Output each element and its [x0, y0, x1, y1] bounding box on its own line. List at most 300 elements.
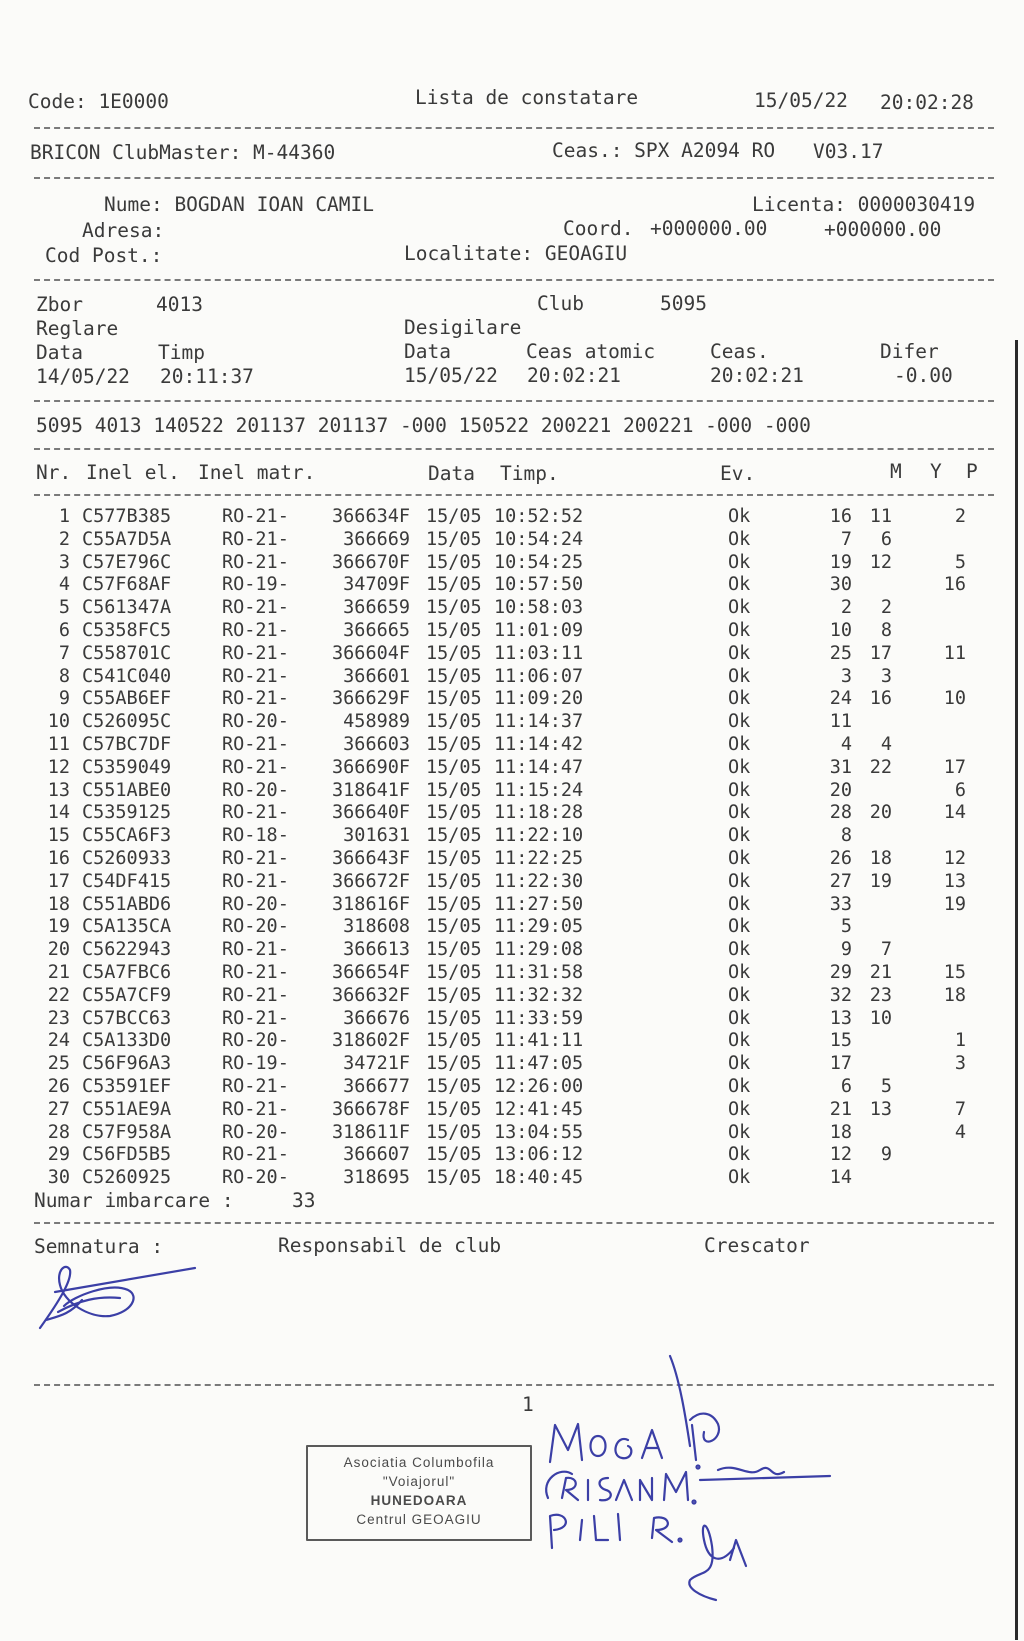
row-ring-prefix: RO-20- [222, 1030, 289, 1052]
clubmaster-label: BRICON ClubMaster: M-44360 [30, 141, 336, 164]
col-nr: Nr. [36, 461, 72, 484]
row-ev: Ok [728, 916, 751, 938]
row-ring-matr: 366670F [332, 551, 410, 573]
row-time: 11:14:42 [494, 734, 584, 755]
row-date: 15/05 [426, 642, 482, 664]
row-y: 6 [880, 528, 892, 550]
row-time: 11:22:30 [494, 870, 584, 892]
row-nr: 1 [58, 506, 70, 527]
row-ring-el: C551AE9A [82, 1098, 172, 1120]
row-ring-matr: 366665 [343, 620, 410, 641]
row-date: 15/05 [426, 597, 482, 619]
row-ring-matr: 458989 [343, 711, 410, 733]
row-m: 9 [840, 939, 852, 961]
timp-label: Timp [158, 341, 205, 364]
row-ring-prefix: RO-20- [222, 893, 289, 915]
row-date: 15/05 [426, 962, 482, 983]
row-p: 1 [954, 1030, 966, 1052]
club-signature-mark [40, 1267, 195, 1328]
row-time: 11:01:09 [494, 620, 584, 641]
ceas-atomic-label: Ceas atomic [526, 340, 656, 363]
row-m: 5 [840, 916, 852, 938]
row-ev: Ok [728, 779, 751, 801]
row-ev: Ok [728, 1076, 751, 1097]
owner-address: Adresa: [82, 219, 165, 242]
row-time: 12:41:45 [494, 1098, 584, 1120]
reglare-label: Reglare [36, 317, 119, 340]
row-date: 15/05 [426, 870, 482, 892]
data-label: Data [36, 341, 83, 364]
row-ev: Ok [728, 665, 751, 687]
row-m: 32 [829, 984, 852, 1006]
print-time: 20:02:28 [880, 91, 974, 114]
row-nr: 22 [47, 984, 70, 1006]
row-ring-prefix: RO-21- [222, 870, 289, 892]
row-m: 26 [829, 848, 852, 869]
row-m: 28 [829, 802, 852, 824]
row-y: 16 [869, 688, 892, 710]
row-ev: Ok [728, 642, 751, 664]
clock-time: 20:02:21 [710, 364, 804, 387]
row-time: 10:58:03 [494, 597, 584, 619]
row-ring-prefix: RO-20- [222, 1121, 289, 1143]
row-ring-el: C55CA6F3 [82, 825, 172, 847]
row-p: 2 [954, 506, 966, 527]
row-ring-prefix: RO-21- [222, 597, 289, 619]
crescator-label: Crescator [704, 1234, 810, 1257]
numar-imbarcare-value: 33 [292, 1189, 316, 1212]
stamp-line-2: "Voiajorul" [382, 1474, 456, 1489]
row-m: 33 [829, 893, 852, 915]
row-date: 15/05 [426, 711, 482, 733]
row-ring-prefix: RO-21- [222, 802, 289, 824]
row-time: 11:22:25 [494, 848, 584, 869]
page-number: 1 [522, 1393, 534, 1416]
row-nr: 4 [58, 574, 70, 596]
row-time: 11:27:50 [494, 893, 584, 915]
row-nr: 30 [47, 1167, 70, 1189]
difer-label: Difer [880, 340, 939, 363]
row-ring-matr: 366604F [332, 642, 410, 664]
row-ring-matr: 366672F [332, 870, 410, 892]
row-date: 15/05 [426, 1144, 482, 1166]
handwritten-name-2 [546, 1472, 695, 1504]
row-p: 13 [943, 870, 966, 892]
row-date: 15/05 [426, 574, 482, 596]
row-m: 25 [829, 642, 852, 664]
row-ring-el: C56FD5B5 [82, 1144, 172, 1166]
row-nr: 12 [47, 756, 70, 778]
row-date: 15/05 [426, 825, 482, 847]
row-date: 15/05 [426, 1121, 482, 1143]
row-y: 13 [869, 1098, 892, 1120]
club-value: 5095 [660, 292, 707, 315]
row-ev: Ok [728, 597, 751, 619]
row-ring-prefix: RO-20- [222, 916, 289, 938]
row-ring-matr: 318641F [332, 779, 410, 801]
row-m: 27 [829, 870, 852, 892]
row-ring-el: C5260933 [82, 848, 172, 869]
row-ring-el: C577B385 [82, 506, 172, 527]
row-date: 15/05 [426, 1098, 482, 1120]
row-ring-matr: 366603 [343, 734, 410, 755]
document-code: Code: 1E0000 [28, 90, 169, 113]
row-ring-matr: 366654F [332, 962, 410, 983]
stamp-line-1: Asociatia Columbofila [343, 1455, 495, 1470]
row-ring-matr: 366659 [343, 597, 410, 619]
row-nr: 16 [47, 848, 70, 869]
col-p: P [966, 460, 978, 483]
row-m: 7 [840, 528, 852, 550]
row-time: 11:14:47 [494, 756, 584, 778]
zbor-label: Zbor [36, 293, 83, 316]
row-ring-matr: 34709F [343, 574, 410, 596]
row-ring-prefix: RO-21- [222, 734, 289, 755]
responsabil-label: Responsabil de club [278, 1234, 502, 1257]
owner-postal: Cod Post.: [45, 244, 163, 267]
col-ev: Ev. [720, 462, 756, 485]
row-nr: 14 [47, 802, 70, 824]
row-y: 10 [869, 1007, 892, 1029]
row-ring-prefix: RO-21- [222, 984, 289, 1006]
row-ring-matr: 366640F [332, 802, 410, 824]
row-m: 17 [829, 1053, 852, 1075]
row-ring-matr: 366632F [332, 984, 410, 1006]
row-date: 15/05 [426, 1167, 482, 1189]
row-ring-el: C55AB6EF [82, 688, 172, 710]
row-time: 11:29:05 [494, 916, 584, 938]
row-ring-el: C561347A [82, 597, 172, 619]
row-date: 15/05 [426, 665, 482, 687]
row-ring-prefix: RO-21- [222, 506, 289, 527]
row-ring-matr: 366669 [343, 528, 410, 550]
row-ev: Ok [728, 1030, 751, 1052]
semnatura-label: Semnatura : [34, 1235, 164, 1258]
col-data: Data [428, 462, 475, 485]
row-ev: Ok [728, 688, 751, 710]
row-time: 11:29:08 [494, 939, 584, 961]
ceas-label: Ceas. [710, 340, 769, 363]
row-time: 10:57:50 [494, 574, 584, 596]
row-ev: Ok [728, 825, 751, 847]
row-ev: Ok [728, 1167, 751, 1189]
row-p: 10 [943, 688, 966, 710]
row-ev: Ok [728, 574, 751, 596]
row-p: 4 [954, 1121, 966, 1143]
row-ring-prefix: RO-21- [222, 1007, 289, 1029]
row-ring-el: C53591EF [82, 1076, 172, 1097]
row-time: 11:15:24 [494, 779, 584, 801]
row-time: 18:40:45 [494, 1167, 584, 1189]
stamp-line-4: Centrul GEOAGIU [356, 1512, 482, 1527]
row-y: 8 [880, 620, 892, 641]
col-m: M [890, 460, 902, 483]
row-time: 11:31:58 [494, 962, 584, 983]
document-title: Lista de constatare [415, 86, 639, 109]
row-ring-el: C5A7FBC6 [82, 962, 172, 983]
row-time: 11:47:05 [494, 1053, 584, 1075]
row-ev: Ok [728, 870, 751, 892]
row-nr: 3 [58, 551, 70, 573]
row-ring-el: C56F96A3 [82, 1053, 172, 1075]
row-date: 15/05 [426, 1030, 482, 1052]
row-p: 12 [943, 848, 966, 869]
row-y: 4 [880, 734, 892, 755]
row-time: 11:18:28 [494, 802, 584, 824]
row-ring-el: C5359125 [82, 802, 172, 824]
print-date: 15/05/22 [754, 89, 848, 112]
row-y: 23 [869, 984, 892, 1006]
row-y: 7 [880, 939, 892, 961]
row-date: 15/05 [426, 779, 482, 801]
row-nr: 11 [47, 734, 70, 755]
row-ev: Ok [728, 984, 751, 1006]
row-p: 19 [943, 893, 966, 915]
row-p: 6 [954, 779, 966, 801]
row-ring-prefix: RO-21- [222, 962, 289, 983]
row-m: 31 [829, 756, 852, 778]
row-ev: Ok [728, 962, 751, 983]
row-date: 15/05 [426, 916, 482, 938]
row-ring-matr: 366607 [343, 1144, 410, 1166]
row-ring-matr: 318608 [343, 916, 410, 938]
row-date: 15/05 [426, 551, 482, 573]
desigilare-label: Desigilare [404, 316, 522, 339]
row-ring-prefix: RO-21- [222, 528, 289, 550]
row-date: 15/05 [426, 1076, 482, 1097]
row-ring-matr: 318695 [343, 1167, 410, 1189]
row-time: 11:32:32 [494, 984, 584, 1006]
row-p: 14 [943, 802, 966, 824]
row-date: 15/05 [426, 506, 482, 527]
row-ring-el: C558701C [82, 642, 172, 664]
row-nr: 17 [47, 870, 70, 892]
row-date: 15/05 [426, 734, 482, 755]
row-m: 8 [840, 825, 852, 847]
row-ev: Ok [728, 1053, 751, 1075]
row-nr: 8 [58, 665, 70, 687]
row-p: 7 [954, 1098, 966, 1120]
row-time: 13:04:55 [494, 1121, 584, 1143]
row-date: 15/05 [426, 756, 482, 778]
row-date: 15/05 [426, 984, 482, 1006]
row-m: 6 [840, 1076, 852, 1097]
row-ring-prefix: RO-21- [222, 620, 289, 641]
row-time: 11:09:20 [494, 688, 584, 710]
row-ring-prefix: RO-20- [222, 779, 289, 801]
reg-date: 14/05/22 [36, 365, 130, 388]
row-y: 9 [880, 1144, 892, 1166]
row-nr: 18 [47, 893, 70, 915]
coord-lat: +000000.00 [650, 217, 768, 240]
row-date: 15/05 [426, 688, 482, 710]
row-ring-el: C54DF415 [82, 870, 172, 892]
row-ring-el: C5358FC5 [82, 620, 172, 641]
row-ev: Ok [728, 848, 751, 869]
row-p: 16 [943, 574, 966, 596]
row-ring-el: C541C040 [82, 665, 172, 687]
row-ring-matr: 366634F [332, 506, 410, 527]
row-ring-prefix: RO-21- [222, 939, 289, 961]
col-timp: Timp. [500, 462, 559, 485]
row-time: 10:54:25 [494, 551, 584, 573]
row-ev: Ok [728, 1007, 751, 1029]
data2-label: Data [404, 340, 451, 363]
row-time: 10:52:52 [494, 506, 584, 527]
row-ring-matr: 366678F [332, 1098, 410, 1120]
row-m: 15 [829, 1030, 852, 1052]
row-p: 18 [943, 984, 966, 1006]
row-ev: Ok [728, 551, 751, 573]
row-y: 11 [869, 506, 892, 527]
row-ring-matr: 366676 [343, 1007, 410, 1029]
reg-time: 20:11:37 [160, 365, 254, 388]
row-date: 15/05 [426, 939, 482, 961]
row-ring-prefix: RO-20- [222, 1167, 289, 1189]
row-date: 15/05 [426, 620, 482, 641]
col-inel-el: Inel el. [86, 461, 180, 484]
row-ring-prefix: RO-21- [222, 642, 289, 664]
row-ev: Ok [728, 1144, 751, 1166]
row-m: 21 [829, 1098, 852, 1120]
row-ring-prefix: RO-19- [222, 574, 289, 596]
row-p: 15 [943, 962, 966, 983]
row-ring-matr: 366690F [332, 756, 410, 778]
row-time: 11:03:11 [494, 642, 584, 664]
row-ring-prefix: RO-21- [222, 1098, 289, 1120]
row-m: 29 [829, 962, 852, 983]
row-m: 10 [829, 620, 852, 641]
row-ring-matr: 366643F [332, 848, 410, 869]
row-ring-matr: 366613 [343, 939, 410, 961]
row-y: 3 [880, 665, 892, 687]
row-nr: 7 [58, 642, 70, 664]
row-nr: 28 [47, 1121, 70, 1143]
summary-line: 5095 4013 140522 201137 201137 -000 150522 200221 200221 -000 -000 [36, 414, 811, 437]
row-ring-el: C5359049 [82, 756, 172, 778]
row-nr: 25 [47, 1053, 70, 1075]
row-ring-el: C5622943 [82, 939, 172, 961]
row-nr: 5 [58, 597, 70, 619]
row-nr: 15 [47, 825, 70, 847]
row-ev: Ok [728, 756, 751, 778]
row-ring-prefix: RO-21- [222, 1144, 289, 1166]
row-ev: Ok [728, 1121, 751, 1143]
row-m: 30 [829, 574, 852, 596]
row-time: 11:22:10 [494, 825, 584, 847]
row-time: 11:41:11 [494, 1030, 584, 1052]
row-y: 5 [880, 1076, 892, 1097]
row-time: 11:33:59 [494, 1007, 584, 1029]
row-ring-el: C57F958A [82, 1121, 172, 1143]
stamp-line-3: HUNEDOARA [370, 1493, 468, 1508]
row-ring-matr: 318602F [332, 1030, 410, 1052]
col-y: Y [930, 460, 942, 483]
row-ring-el: C57F68AF [82, 574, 172, 596]
row-y: 19 [869, 870, 892, 892]
owner-name: Nume: BOGDAN IOAN CAMIL [104, 193, 375, 216]
row-m: 2 [840, 597, 852, 619]
row-m: 11 [829, 711, 852, 733]
version-label: V03.17 [813, 140, 884, 163]
row-m: 20 [829, 779, 852, 801]
row-ev: Ok [728, 802, 751, 824]
row-ring-matr: 318611F [332, 1121, 410, 1143]
row-m: 16 [829, 506, 852, 527]
row-m: 3 [840, 665, 852, 687]
row-date: 15/05 [426, 528, 482, 550]
row-nr: 20 [47, 939, 70, 961]
row-m: 13 [829, 1007, 852, 1029]
row-time: 12:26:00 [494, 1076, 584, 1097]
row-ring-prefix: RO-19- [222, 1053, 289, 1075]
handwritten-name-3 [550, 1514, 682, 1548]
row-p: 3 [954, 1053, 966, 1075]
row-p: 11 [943, 642, 966, 664]
club-label: Club [537, 292, 584, 315]
row-y: 22 [869, 756, 892, 778]
row-time: 10:54:24 [494, 528, 584, 550]
row-p: 17 [943, 756, 966, 778]
row-ring-prefix: RO-21- [222, 848, 289, 869]
row-ring-el: C57BCC63 [82, 1007, 172, 1029]
row-ring-el: C55A7CF9 [82, 984, 172, 1006]
row-ring-prefix: RO-20- [222, 711, 289, 733]
row-ring-el: C5260925 [82, 1167, 172, 1189]
row-ring-el: C57BC7DF [82, 734, 172, 755]
row-nr: 23 [47, 1007, 70, 1029]
row-y: 2 [880, 597, 892, 619]
numar-imbarcare-label: Numar imbarcare : [34, 1189, 234, 1212]
row-ring-el: C57E796C [82, 551, 172, 573]
row-time: 11:14:37 [494, 711, 584, 733]
zbor-value: 4013 [156, 293, 203, 316]
row-ev: Ok [728, 734, 751, 755]
coord-lon: +000000.00 [824, 218, 942, 241]
row-y: 21 [869, 962, 892, 983]
row-ev: Ok [728, 506, 751, 527]
row-nr: 10 [47, 711, 70, 733]
row-date: 15/05 [426, 1007, 482, 1029]
row-ring-prefix: RO-18- [222, 825, 289, 847]
row-nr: 24 [47, 1030, 70, 1052]
row-y: 20 [869, 802, 892, 824]
owner-license: Licenta: 0000030419 [752, 193, 976, 216]
row-nr: 29 [47, 1144, 70, 1166]
coord-label: Coord. [563, 217, 634, 240]
row-ev: Ok [728, 620, 751, 641]
row-ring-matr: 366629F [332, 688, 410, 710]
row-ev: Ok [728, 939, 751, 961]
row-ring-prefix: RO-21- [222, 665, 289, 687]
row-ring-el: C551ABD6 [82, 893, 172, 915]
row-m: 14 [829, 1167, 852, 1189]
handwritten-name-1 [550, 1424, 700, 1469]
row-ev: Ok [728, 893, 751, 915]
row-date: 15/05 [426, 893, 482, 915]
row-ring-matr: 34721F [343, 1053, 410, 1075]
row-ring-matr: 318616F [332, 893, 410, 915]
row-nr: 13 [47, 779, 70, 801]
row-nr: 19 [47, 916, 70, 938]
row-date: 15/05 [426, 848, 482, 869]
clock-label: Ceas.: SPX A2094 RO [552, 139, 776, 162]
row-ring-el: C551ABE0 [82, 779, 172, 801]
row-ring-prefix: RO-21- [222, 551, 289, 573]
row-time: 13:06:12 [494, 1144, 584, 1166]
row-ring-el: C5A133D0 [82, 1030, 172, 1052]
row-ring-el: C55A7D5A [82, 528, 172, 550]
